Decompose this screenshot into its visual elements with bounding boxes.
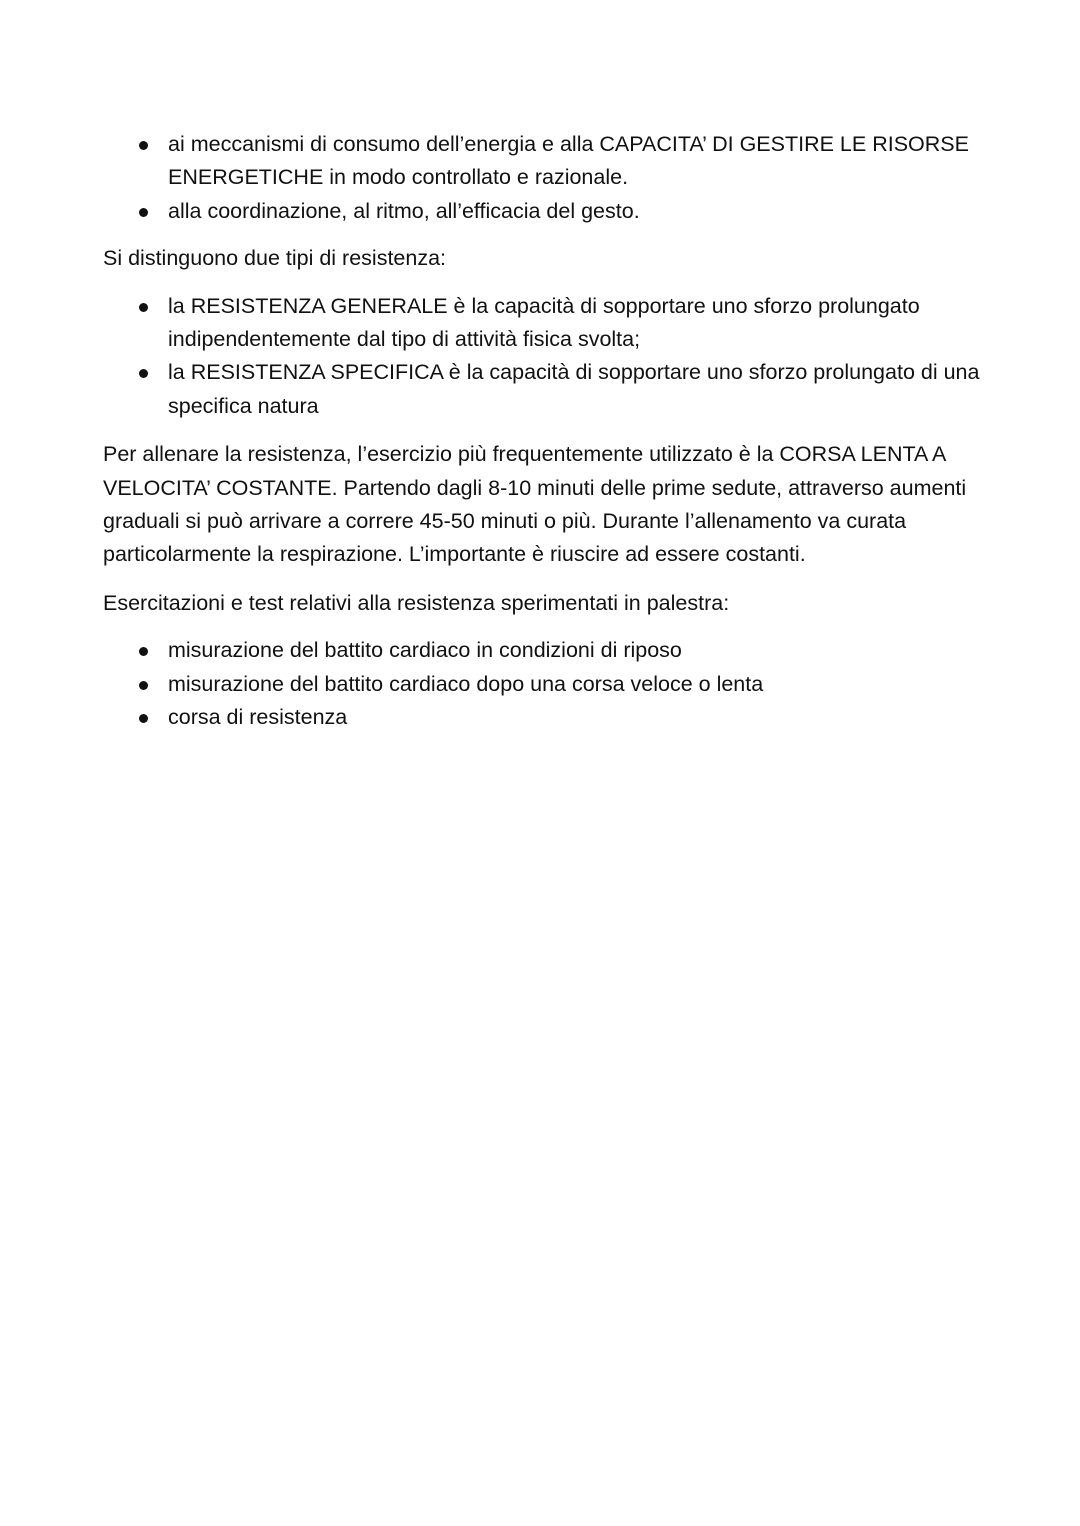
list-item — [103, 634, 983, 667]
list-item-text: corsa di resistenza — [168, 705, 348, 730]
paragraph-exercises-intro: Esercitazioni e test relativi alla resistenza sperimentati in palestra: — [103, 590, 730, 615]
paragraph-training: Per allenare la resistenza, l’esercizio più frequentemente utilizzato è la CORSA LENTA A VELOCITA’ COSTANTE. Partendo dagli 8-10 minuti delle prime sedute, attraverso aumenti graduali si può arrivare a correre 45-50 minuti o più. Durante l’allenamento va curata particolarmente la respirazione. L’importante è riuscire ad essere costanti. — [103, 442, 967, 567]
bullet-list-energy — [103, 128, 983, 228]
list-item — [103, 668, 983, 701]
list-item — [103, 356, 983, 423]
list-item-text: misurazione del battito cardiaco dopo una corsa veloce o lenta — [168, 671, 764, 696]
list-item-text: la RESISTENZA GENERALE è la capacità di sopportare uno sforzo prolungato indipendentemente dal tipo di attività fisica svolta; — [168, 293, 920, 352]
list-item-text: ai meccanismi di consumo dell’energia e alla CAPACITA’ DI GESTIRE LE RISORSE ENERGETICHE in modo controllato e razionale. — [168, 132, 969, 190]
bullet-icon — [139, 208, 148, 217]
bullet-list-resistance-types — [103, 290, 983, 424]
list-item-text: la RESISTENZA SPECIFICA è la capacità di sopportare uno sforzo prolungato di una specifica natura — [168, 360, 980, 418]
list-item-text: alla coordinazione, al ritmo, all’efficacia del gesto. — [168, 198, 640, 223]
bullet-icon — [139, 303, 148, 312]
list-item — [103, 701, 983, 734]
bullet-icon — [139, 681, 148, 690]
list-item — [103, 195, 983, 228]
bullet-icon — [139, 647, 148, 656]
bullet-icon — [139, 369, 148, 378]
list-item — [103, 290, 983, 357]
bullet-icon — [139, 141, 148, 150]
paragraph-types-intro: Si distinguono due tipi di resistenza: — [103, 246, 447, 271]
list-item — [103, 128, 983, 195]
bullet-icon — [139, 714, 148, 723]
document-content — [103, 128, 983, 735]
bullet-list-exercises — [103, 634, 983, 734]
list-item-text: misurazione del battito cardiaco in condizioni di riposo — [168, 638, 682, 663]
